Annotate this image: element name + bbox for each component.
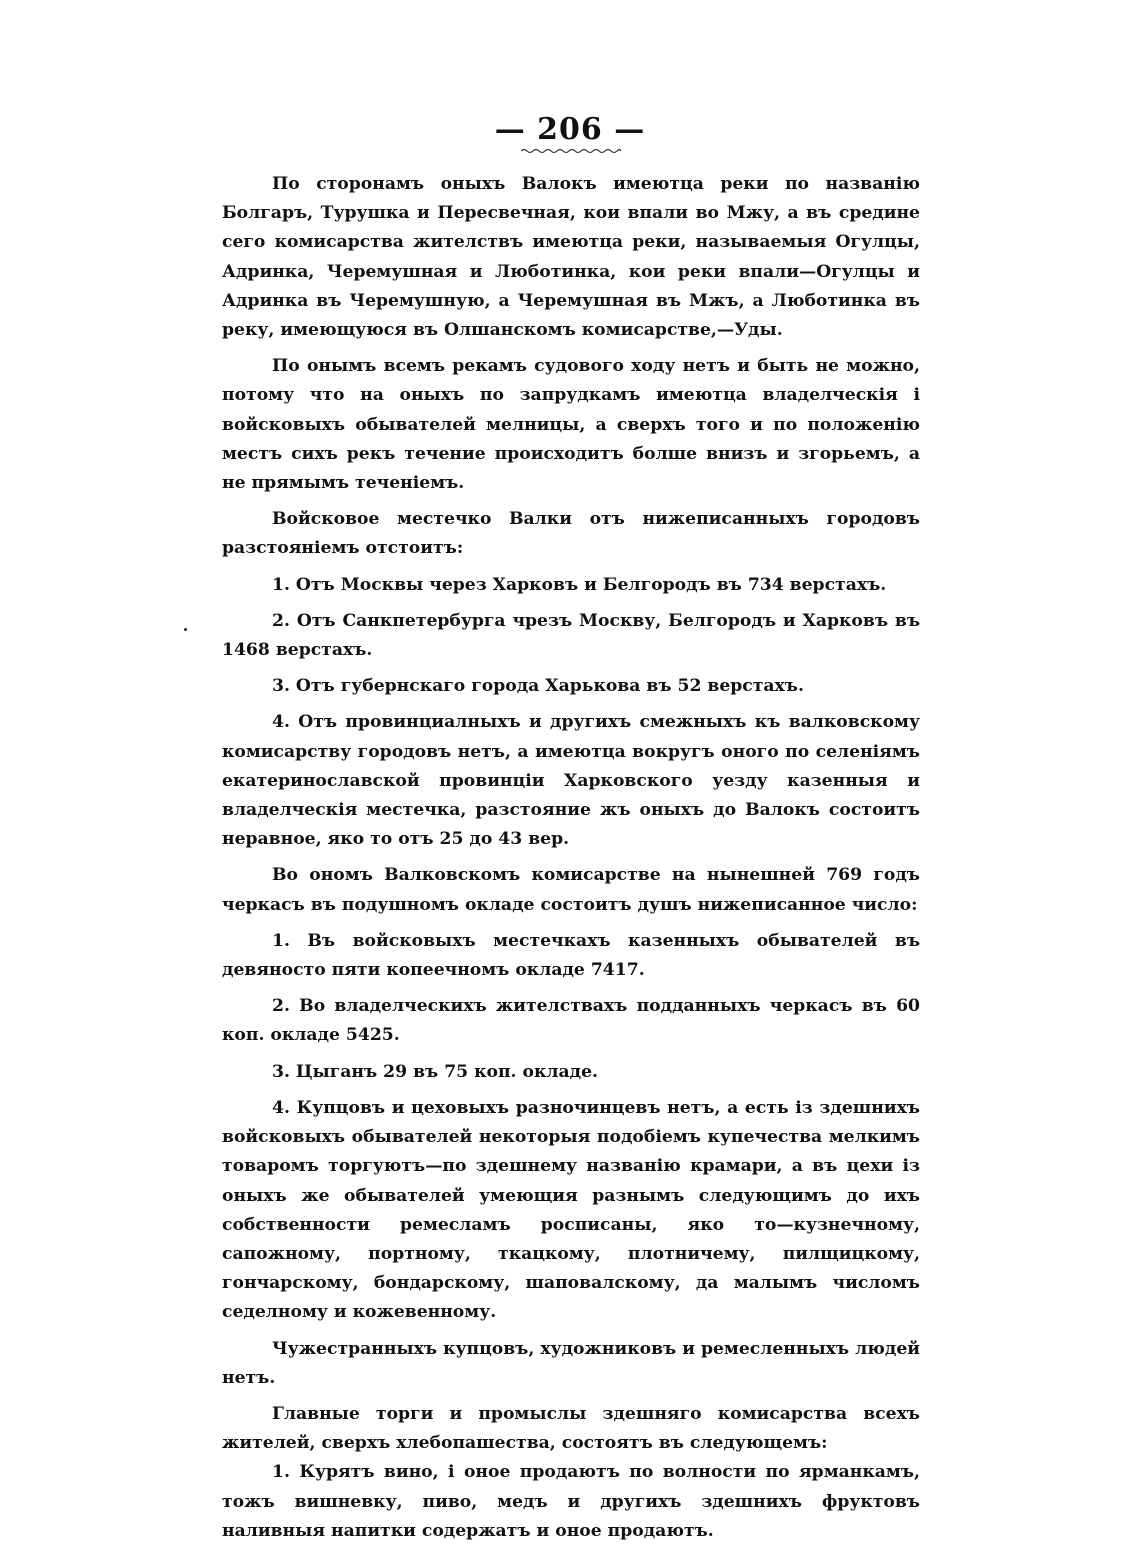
paragraph-trade-wine: 1. Курятъ вино, і оное продаютъ по волности по ярманкамъ, тожъ вишневку, пиво, медъ и другихъ здешнихъ фруктовъ наливныя напитки содержатъ и оное продаютъ. bbox=[222, 1462, 920, 1541]
paragraph-distance-neighbors: 4. Отъ провинциалныхъ и другихъ смежныхъ къ валковскому комисарству городовъ нетъ, а имеютца вокругъ оного по селеніямъ екатеринославской провинціи Харковского уезду казенныя и владелческія местечка, разстояние жъ оныхъ до Валокъ состоитъ неравное, яко то отъ 25 до 43 вер. bbox=[222, 712, 920, 850]
page-number-ornament bbox=[521, 148, 621, 154]
paragraph-merchants-crafts: 4. Купцовъ и цеховыхъ разночинцевъ нетъ, а есть із здешнихъ войсковыхъ обывателей некоторыя подобіемъ купечества мелкимъ товаромъ торгуютъ—по здешнему названію крамари, а въ цехи із оныхъ же обывателей умеющия разнымъ следующимъ до ихъ собственности ремесламъ росписаны, яко то—кузнечному, сапожному, портному, ткацкому, плотничему, пилщицкому, гончарскому, бондарскому, шаповалскому, да малымъ числомъ седелному и кожевенному. bbox=[222, 1097, 920, 1323]
paragraph-navigation: По онымъ всемъ рекамъ судового ходу нетъ и быть не можно, потому что на оныхъ по запрудкамъ имеютца владелческія і войсковыхъ обывателей мелницы, а сверхъ того и по положенію местъ сихъ рекъ течение происходитъ болше внизъ и згорьемъ, а не прямымъ теченіемъ. bbox=[222, 356, 920, 494]
paragraph-distance-kharkov: 3. Отъ губернскаго города Харькова въ 52 верстахъ. bbox=[272, 676, 804, 697]
paragraph-rivers: По сторонамъ оныхъ Валокъ имеютца реки по названію Болгаръ, Турушка и Пересвечная, кои впали во Мжу, а въ средине сего комисарства жителствъ имеютца реки, называемыя Огулцы, Адринка, Черемушная и Люботинка, кои реки впали—Огулцы и Адринка въ Черемушную, а Черемушная въ Мжъ, а Люботинка въ реку, имеющуюся въ Олшанскомъ комисарстве,—Уды. bbox=[222, 174, 920, 341]
paragraph-census-gypsies: 3. Цыганъ 29 въ 75 коп. окладе. bbox=[272, 1061, 599, 1082]
paragraph-distance-moscow: 1. Отъ Москвы через Харковъ и Белгородъ въ 734 верстахъ. bbox=[272, 574, 887, 595]
paragraph-distances-intro: Войсковое местечко Валки отъ нижеписанныхъ городовъ разстояніемъ отстоитъ: bbox=[222, 509, 920, 559]
page-text bbox=[222, 170, 920, 1553]
paragraph-foreigners: Чужестранныхъ купцовъ, художниковъ и ремесленныхъ людей нетъ. bbox=[222, 1338, 920, 1388]
paragraph-census-private: 2. Во владелческихъ жителствахъ подданныхъ черкасъ въ 60 коп. окладе 5425. bbox=[222, 996, 920, 1046]
paragraph-census-intro: Во ономъ Валковскомъ комисарстве на нынешней 769 годъ черкасъ въ подушномъ окладе состоитъ душъ нижеписанное число: bbox=[222, 865, 920, 915]
paragraph-trades-intro: Главные торги и промыслы здешняго комисарства всехъ жителей, сверхъ хлебопашества, состоятъ въ следующемъ: bbox=[222, 1403, 920, 1454]
page-number: — 206 — bbox=[494, 112, 646, 147]
stray-dot bbox=[184, 628, 187, 631]
paragraph-census-state: 1. Въ войсковыхъ местечкахъ казенныхъ обывателей въ девяносто пяти копеечномъ окладе 7417. bbox=[222, 930, 920, 981]
paragraph-distance-petersburg: 2. Отъ Санкпетербурга чрезъ Москву, Белгородъ и Харковъ въ 1468 верстахъ. bbox=[222, 610, 920, 661]
